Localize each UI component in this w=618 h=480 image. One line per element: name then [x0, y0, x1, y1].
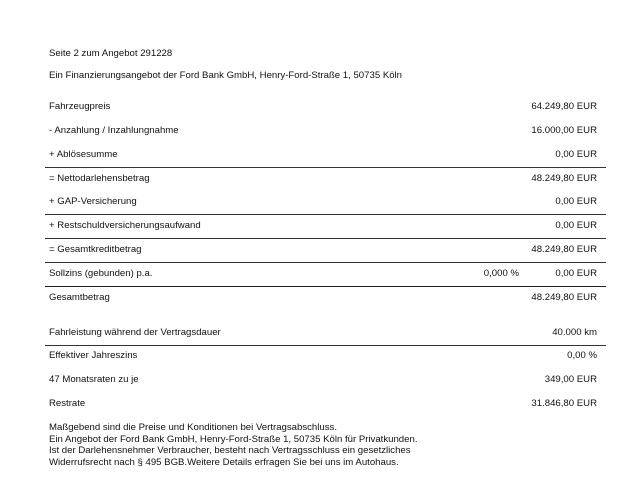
row-label: = Nettodarlehensbetrag: [49, 173, 150, 184]
row-monthly-installments: [49, 374, 597, 396]
row-value: 0,00 EUR: [555, 220, 597, 231]
row-vehicle-price: [49, 101, 597, 123]
footnote-line: Ist der Darlehensnehmer Verbraucher, besteht nach Vertragsschluss ein gesetzliches: [49, 445, 411, 457]
row-label: + Restschuldversicherungsaufwand: [49, 220, 201, 231]
divider: [45, 345, 606, 346]
row-label: Gesamtbetrag: [49, 292, 110, 303]
divider: [45, 286, 606, 287]
row-value: 31.846,80 EUR: [531, 398, 597, 409]
row-label: + Ablösesumme: [49, 149, 118, 160]
row-rate: 0,000 %: [483, 268, 519, 279]
row-label: Fahrzeugpreis: [49, 101, 111, 112]
row-total-amount: [49, 292, 597, 314]
divider: [45, 214, 606, 215]
row-value: 0,00 EUR: [555, 268, 597, 279]
row-label: 47 Monatsraten zu je: [49, 374, 139, 385]
footnote-line: Maßgebend sind die Preise und Konditionen bei Vertragsabschluss.: [49, 422, 337, 433]
divider: [45, 167, 606, 168]
row-value: 0,00 EUR: [555, 196, 597, 207]
footnote-line: Widerrufsrecht nach § 495 BGB.Weitere Details erfragen Sie bei uns im Autohaus.: [49, 456, 399, 468]
row-net-loan: [49, 173, 597, 195]
row-value: 16.000,00 EUR: [531, 125, 597, 136]
offer-provider-line: Ein Finanzierungsangebot der Ford Bank GmbH, Henry-Ford-Straße 1, 50735 Köln: [49, 70, 403, 81]
row-label: + GAP-Versicherung: [49, 196, 137, 207]
legal-footnote: [49, 422, 609, 468]
row-value: 64.249,80 EUR: [531, 101, 597, 112]
row-value: 0,00 %: [567, 350, 597, 361]
row-value: 40.000 km: [552, 327, 597, 338]
row-label: - Anzahlung / Inzahlungnahme: [49, 125, 179, 136]
row-value: 48.249,80 EUR: [531, 173, 597, 184]
row-label: Effektiver Jahreszins: [49, 350, 138, 361]
divider: [45, 262, 606, 263]
row-final-installment: [49, 398, 597, 420]
footnote-line: Ein Angebot der Ford Bank GmbH, Henry-Ford-Straße 1, 50735 Köln für Privatkunden.: [49, 433, 418, 445]
page-reference: Seite 2 zum Angebot 291228: [49, 48, 173, 59]
row-label: Fahrleistung während der Vertragsdauer: [49, 327, 221, 338]
divider: [45, 238, 606, 239]
row-value: 48.249,80 EUR: [531, 292, 597, 303]
row-label: = Gesamtkreditbetrag: [49, 244, 142, 255]
row-value: 0,00 EUR: [555, 149, 597, 160]
row-value: 349,00 EUR: [544, 374, 597, 385]
row-effective-rate: [49, 350, 597, 372]
row-value: 48.249,80 EUR: [531, 244, 597, 255]
row-down-payment: [49, 125, 597, 147]
row-label: Sollzins (gebunden) p.a.: [49, 268, 153, 279]
row-label: Restrate: [49, 398, 86, 409]
